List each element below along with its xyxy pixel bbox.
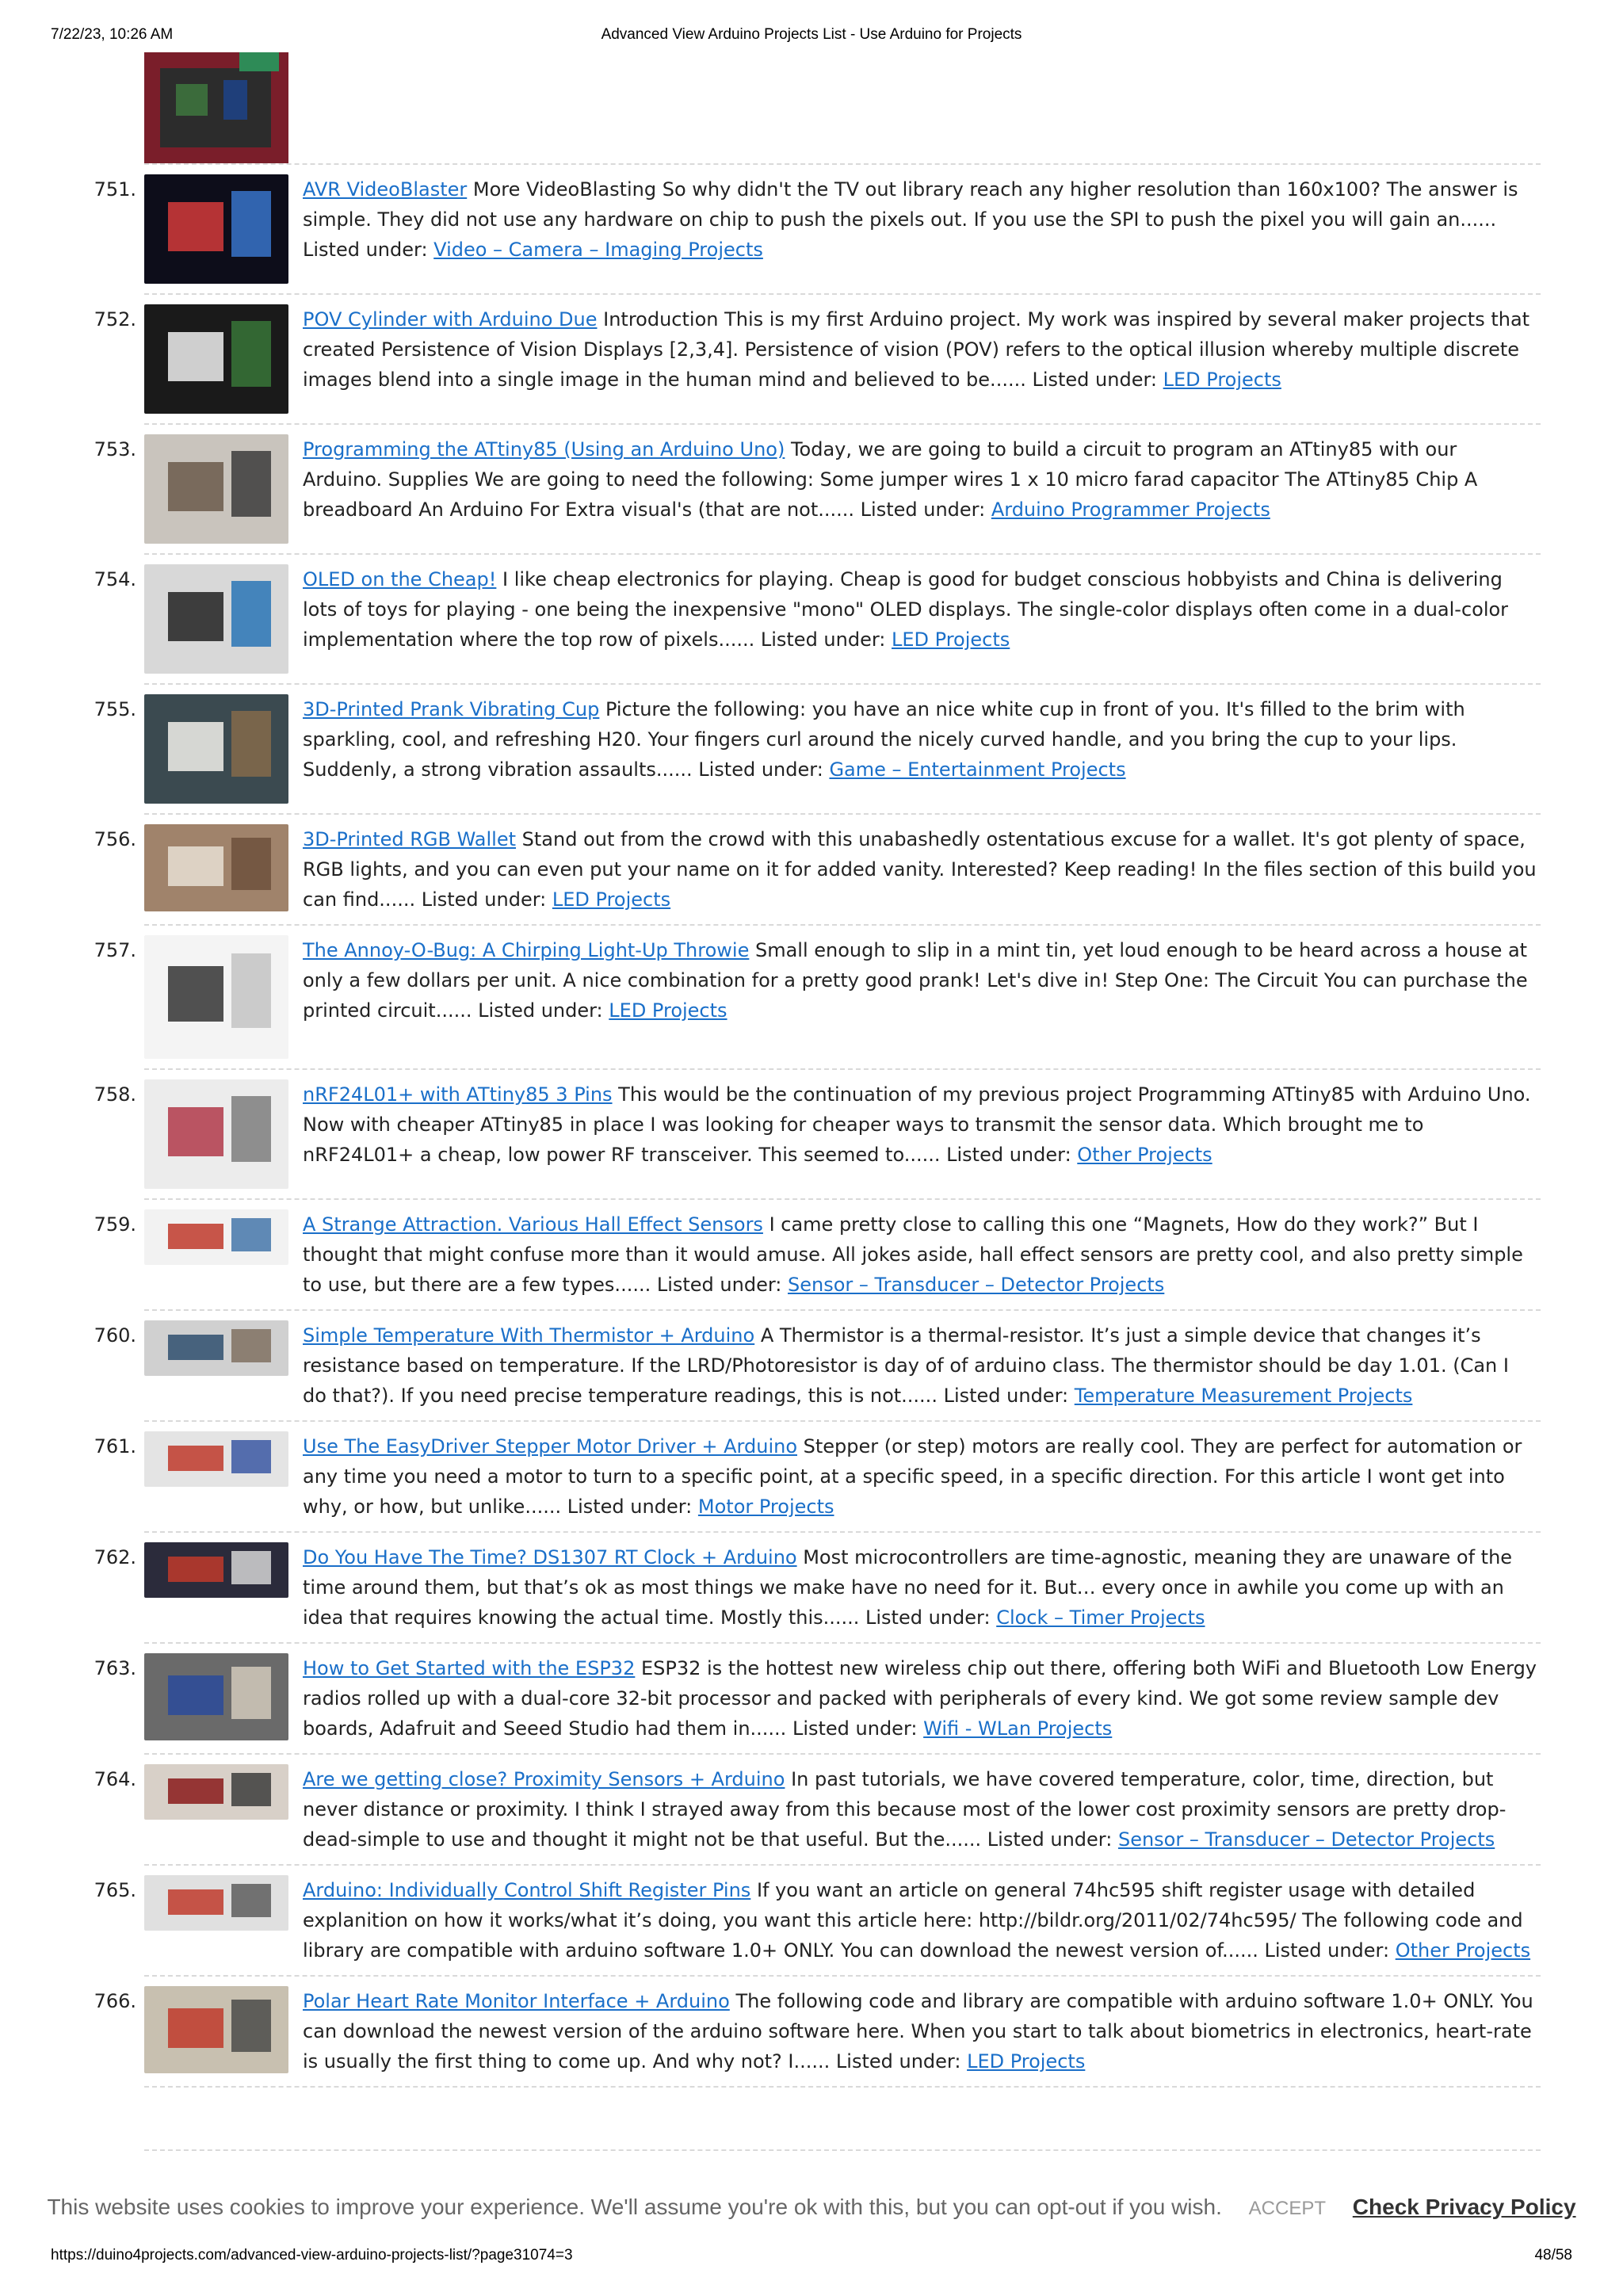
project-thumbnail[interactable] <box>144 1431 288 1487</box>
project-thumbnail[interactable] <box>144 935 288 1059</box>
list-item <box>94 555 1541 685</box>
project-thumbnail[interactable] <box>144 1079 288 1189</box>
list-item <box>94 1866 1541 1977</box>
category-link[interactable]: Other Projects <box>1077 1144 1212 1166</box>
item-number: 751. <box>94 178 136 201</box>
item-number: 754. <box>94 568 136 590</box>
category-link[interactable]: LED Projects <box>609 999 727 1022</box>
project-title-link[interactable]: Use The EasyDriver Stepper Motor Driver + Arduino <box>303 1435 797 1457</box>
category-link[interactable]: Arduino Programmer Projects <box>991 499 1270 521</box>
project-title-link[interactable]: AVR VideoBlaster <box>303 178 468 201</box>
project-description: More VideoBlasting So why didn't the TV out library reach any higher resolution than 160x100? The answer is simple. They did not use any hardware on chip to push the pixels out. If you use the SPI to push the pixel you will gain an...... Listed under: <box>303 178 1518 261</box>
item-number: 761. <box>94 1435 136 1457</box>
category-link[interactable]: Motor Projects <box>697 1496 834 1518</box>
item-content <box>303 926 1541 1068</box>
list-item-partial <box>144 52 1541 165</box>
accept-button[interactable]: ACCEPT <box>1248 2198 1327 2219</box>
print-url: https://duino4projects.com/advanced-view-arduino-projects-list/?page31074=3 <box>51 2247 573 2264</box>
category-link[interactable]: LED Projects <box>552 888 671 911</box>
item-number: 762. <box>94 1546 136 1568</box>
category-link[interactable]: Clock – Timer Projects <box>996 1606 1205 1629</box>
category-link[interactable]: LED Projects <box>892 628 1010 651</box>
item-content <box>303 425 1541 553</box>
project-thumbnail[interactable] <box>144 1986 288 2073</box>
category-link[interactable]: Sensor – Transducer – Detector Projects <box>788 1274 1165 1296</box>
item-number: 764. <box>94 1768 136 1790</box>
project-title-link[interactable]: nRF24L01+ with ATtiny85 3 Pins <box>303 1083 613 1106</box>
item-content <box>303 555 1541 683</box>
project-title-link[interactable]: Polar Heart Rate Monitor Interface + Arduino <box>303 1990 730 2012</box>
list-item <box>94 1977 1541 2088</box>
list-item <box>94 1200 1541 1311</box>
category-link[interactable]: Wifi - WLan Projects <box>923 1717 1113 1740</box>
page-counter: 48/58 <box>1534 2247 1572 2264</box>
list-item <box>94 1422 1541 1533</box>
item-content <box>303 295 1541 423</box>
item-content <box>303 165 1541 293</box>
project-title-link[interactable]: POV Cylinder with Arduino Due <box>303 308 598 330</box>
item-number: 757. <box>94 939 136 961</box>
project-thumbnail[interactable] <box>144 1653 288 1740</box>
category-link[interactable]: Other Projects <box>1395 1939 1531 1962</box>
list-divider <box>144 2149 1541 2151</box>
project-thumbnail[interactable] <box>144 52 288 163</box>
list-item <box>94 165 1541 295</box>
item-content <box>303 1644 1541 1753</box>
item-number: 755. <box>94 698 136 720</box>
print-footer <box>51 2247 1572 2271</box>
category-link[interactable]: Temperature Measurement Projects <box>1074 1385 1413 1407</box>
project-description: Most microcontrollers are time-agnostic, meaning they are unaware of the time around them, but that’s ok as most things we make have no need for it. But… every once in awhile you come up with an idea that requires knowing the actual time. Mostly this...... Listed under: <box>303 1546 1513 1629</box>
print-date: 7/22/23, 10:26 AM <box>51 26 174 43</box>
item-number: 756. <box>94 828 136 850</box>
project-title-link[interactable]: The Annoy-O-Bug: A Chirping Light-Up Throwie <box>303 939 750 961</box>
project-description: Picture the following: you have an nice white cup in front of you. It's filled to the brim with sparkling, cool, and refreshing H20. Your fingers curl around the nicely curved handle, and you bring the cup to your lips. Suddenly, a strong vibration assaults...... Listed under: <box>303 698 1465 781</box>
list-item <box>94 1070 1541 1200</box>
project-description: Today, we are going to build a circuit to program an ATtiny85 with our Arduino. Supplies We are going to need the following: Some jumper wires 1 x 10 micro farad capacitor The ATtiny85 Chip A breadboard An Arduino For Extra visual's (that are not...... Listed under: <box>303 438 1478 521</box>
item-number: 752. <box>94 308 136 330</box>
list-item <box>94 1644 1541 1755</box>
project-title-link[interactable]: Arduino: Individually Control Shift Register Pins <box>303 1879 751 1901</box>
project-description: If you want an article on general 74hc595 shift register usage with detailed explanition on how it works/what it’s doing, you want this article here: http://bildr.org/2011/02/74hc595/ The following code and library are compatible with arduino software 1.0+ ONLY. You can download the newest version of...... Listed under: <box>303 1879 1523 1962</box>
project-title-link[interactable]: Simple Temperature With Thermistor + Arduino <box>303 1324 755 1347</box>
project-title-link[interactable]: OLED on the Cheap! <box>303 568 497 590</box>
project-description: Small enough to slip in a mint tin, yet loud enough to be heard across a house at only a few dollars per unit. A nice combination for a pretty good prank! Let's dive in! Step One: The Circuit You can purchase the printed circuit...... Listed under: <box>303 939 1528 1022</box>
print-page-title: Advanced View Arduino Projects List - Use Arduino for Projects <box>601 26 1022 43</box>
item-number: 759. <box>94 1213 136 1236</box>
project-title-link[interactable]: Are we getting close? Proximity Sensors + Arduino <box>303 1768 785 1790</box>
item-content <box>303 1755 1541 1864</box>
privacy-policy-link[interactable]: Check Privacy Policy <box>1352 2195 1576 2219</box>
list-item <box>94 926 1541 1070</box>
list-item <box>94 295 1541 425</box>
project-description: Introduction This is my first Arduino project. My work was inspired by several maker projects that created Persistence of Vision Displays [2,3,4]. Persistence of vision (POV) refers to the optical illusion whereby multiple discrete images blend into a single image in the human mind and believed to be...... Listed under: <box>303 308 1530 391</box>
project-thumbnail[interactable] <box>144 1209 288 1265</box>
list-item <box>94 425 1541 555</box>
project-title-link[interactable]: 3D-Printed Prank Vibrating Cup <box>303 698 600 720</box>
cookie-message: This website uses cookies to improve your experience. We'll assume you're ok with this, but you can opt-out if you wish. <box>47 2195 1222 2219</box>
item-number: 763. <box>94 1657 136 1679</box>
item-content <box>303 1070 1541 1198</box>
project-thumbnail[interactable] <box>144 1875 288 1931</box>
project-description: I like cheap electronics for playing. Cheap is good for budget conscious hobbyists and China is delivering lots of toys for playing - one being the inexpensive "mono" OLED displays. The single-color displays often come in a dual-color implementation where the top row of pixels...... Listed under: <box>303 568 1509 651</box>
project-thumbnail[interactable] <box>144 174 288 284</box>
category-link[interactable]: Game – Entertainment Projects <box>829 758 1126 781</box>
item-content <box>303 1311 1541 1420</box>
category-link[interactable]: LED Projects <box>1163 369 1281 391</box>
cookie-banner <box>0 2179 1623 2235</box>
project-thumbnail[interactable] <box>144 1542 288 1598</box>
project-thumbnail[interactable] <box>144 434 288 544</box>
item-number: 766. <box>94 1990 136 2012</box>
list-item <box>94 1755 1541 1866</box>
project-description: Stand out from the crowd with this unabashedly ostentatious excuse for a wallet. It's got plenty of space, RGB lights, and you can even put your name on it for added vanity. Interested? Keep reading! In the files section of this build you can find...... Listed under: <box>303 828 1537 911</box>
project-title-link[interactable]: A Strange Attraction. Various Hall Effect Sensors <box>303 1213 763 1236</box>
category-link[interactable]: Video – Camera – Imaging Projects <box>433 239 763 261</box>
project-description: ESP32 is the hottest new wireless chip out there, offering both WiFi and Bluetooth Low Energy radios rolled up with a dual-core 32-bit processor and packed with peripherals of every kind. We got some review sample dev boards, Adafruit and Seeed Studio had them in...... Listed under: <box>303 1657 1537 1740</box>
item-content <box>303 815 1541 924</box>
project-description: I came pretty close to calling this one “Magnets, How do they work?” But I thought that might confuse more than it would amuse. All jokes aside, hall effect sensors are pretty cool, and also pretty simple to use, but there are a few types...... Listed under: <box>303 1213 1523 1296</box>
project-thumbnail[interactable] <box>144 824 288 911</box>
project-thumbnail[interactable] <box>144 564 288 674</box>
project-thumbnail[interactable] <box>144 694 288 804</box>
project-title-link[interactable]: How to Get Started with the ESP32 <box>303 1657 636 1679</box>
category-link[interactable]: Sensor – Transducer – Detector Projects <box>1117 1828 1495 1851</box>
item-content <box>303 1533 1541 1642</box>
project-thumbnail[interactable] <box>144 1764 288 1820</box>
list-item <box>94 1311 1541 1422</box>
item-content <box>303 1422 1541 1531</box>
item-number: 760. <box>94 1324 136 1347</box>
item-number: 765. <box>94 1879 136 1901</box>
category-link[interactable]: LED Projects <box>967 2050 1086 2073</box>
list-item <box>94 1533 1541 1644</box>
project-title-link[interactable]: Programming the ATtiny85 (Using an Arduino Uno) <box>303 438 785 460</box>
project-list <box>0 52 1623 2088</box>
project-description: The following code and library are compatible with arduino software 1.0+ ONLY. You can download the newest version of the arduino software here. When you start to talk about biometrics in electronics, heart-rate is usually the first thing to come up. And why not? I...... Listed under: <box>303 1990 1533 2073</box>
project-description: A Thermistor is a thermal-resistor. It’s just a simple device that changes it’s resistance based on temperature. If the LRD/Photoresistor is day of of arduino class. The thermistor should be day 1.01. (Can I do that?). If you need precise temperature readings, this is not...... Listed under: <box>303 1324 1509 1407</box>
project-description: Stepper (or step) motors are really cool. They are perfect for automation or any time you need a motor to turn to a specific point, at a specific speed, in a specific direction. For this article I wont get into why, or how, but unlike...... Listed under: <box>303 1435 1522 1518</box>
item-content <box>303 1977 1541 2086</box>
item-content <box>303 1200 1541 1309</box>
item-content <box>303 685 1541 813</box>
project-description: This would be the continuation of my previous project Programming ATtiny85 with Arduino Uno. Now with cheaper ATtiny85 in place I was looking for cheaper ways to transmit the sensor data. Which brought me to nRF24L01+ a cheap, low power RF transceiver. This seemed to...... Listed under: <box>303 1083 1531 1166</box>
list-item <box>94 685 1541 815</box>
item-number: 753. <box>94 438 136 460</box>
project-thumbnail[interactable] <box>144 1320 288 1376</box>
project-title-link[interactable]: Do You Have The Time? DS1307 RT Clock + Arduino <box>303 1546 797 1568</box>
item-content <box>303 1866 1541 1975</box>
project-thumbnail[interactable] <box>144 304 288 414</box>
item-number: 758. <box>94 1083 136 1106</box>
print-header <box>51 26 1572 50</box>
project-description: In past tutorials, we have covered temperature, color, time, direction, but never distance or proximity. I think I strayed away from this because most of the lower cost proximity sensors are pretty drop-dead-simple to use and thought it might not be that useful. But the...... Listed under: <box>303 1768 1507 1851</box>
list-item <box>94 815 1541 926</box>
project-title-link[interactable]: 3D-Printed RGB Wallet <box>303 828 517 850</box>
